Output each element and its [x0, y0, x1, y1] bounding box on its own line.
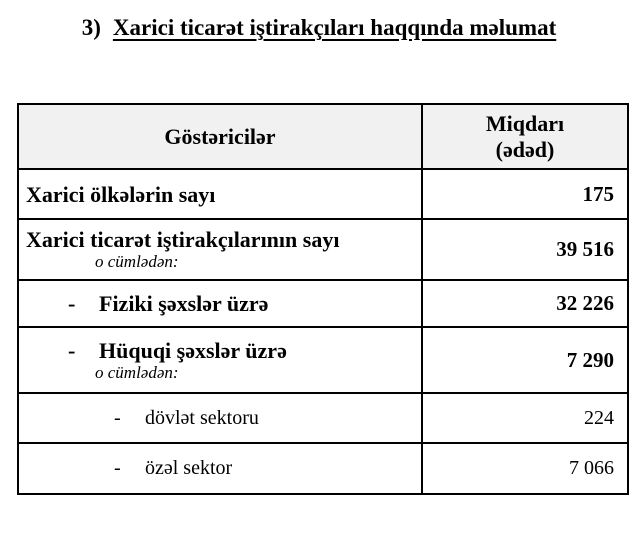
foreign-trade-table [17, 103, 629, 495]
row-value: 175 [422, 169, 628, 219]
table-row [18, 169, 628, 219]
row-label: Xarici ölkələrin sayı [26, 181, 216, 207]
row-label: Hüquqi şəxslər üzrə [99, 337, 287, 363]
title-text: Xarici ticarət iştirakçıları haqqında məlumat [112, 15, 557, 40]
row-sublabel: o cümlədən: [95, 252, 179, 271]
row-value: 7 290 [422, 327, 628, 393]
table-row [18, 393, 628, 443]
row-value: 39 516 [422, 219, 628, 280]
dash-bullet: - [114, 406, 121, 429]
row-sublabel: o cümlədən: [95, 362, 179, 382]
row-label: özəl sektor [145, 457, 233, 479]
row-label: Xarici ticarət iştirakçılarının sayı [26, 227, 340, 252]
dash-bullet: - [68, 291, 76, 316]
row-value: 7 066 [422, 443, 628, 494]
title-number: 3) [81, 15, 101, 40]
table-row [18, 443, 628, 494]
header-indicators: Göstəricilər [18, 104, 422, 169]
row-label: Fiziki şəxslər üzrə [99, 291, 269, 316]
table-row [18, 327, 628, 393]
row-value: 224 [422, 393, 628, 443]
row-value: 32 226 [422, 280, 628, 327]
dash-bullet: - [114, 457, 121, 479]
row-label: dövlət sektoru [145, 406, 259, 429]
table-row [18, 219, 628, 280]
table-header-row [18, 104, 628, 169]
header-quantity-line1: Miqdarı [485, 110, 565, 136]
header-quantity [422, 104, 628, 169]
header-quantity-line2: (ədəd) [495, 136, 555, 162]
page-title [0, 14, 638, 42]
table-row [18, 280, 628, 327]
dash-bullet: - [68, 337, 76, 363]
